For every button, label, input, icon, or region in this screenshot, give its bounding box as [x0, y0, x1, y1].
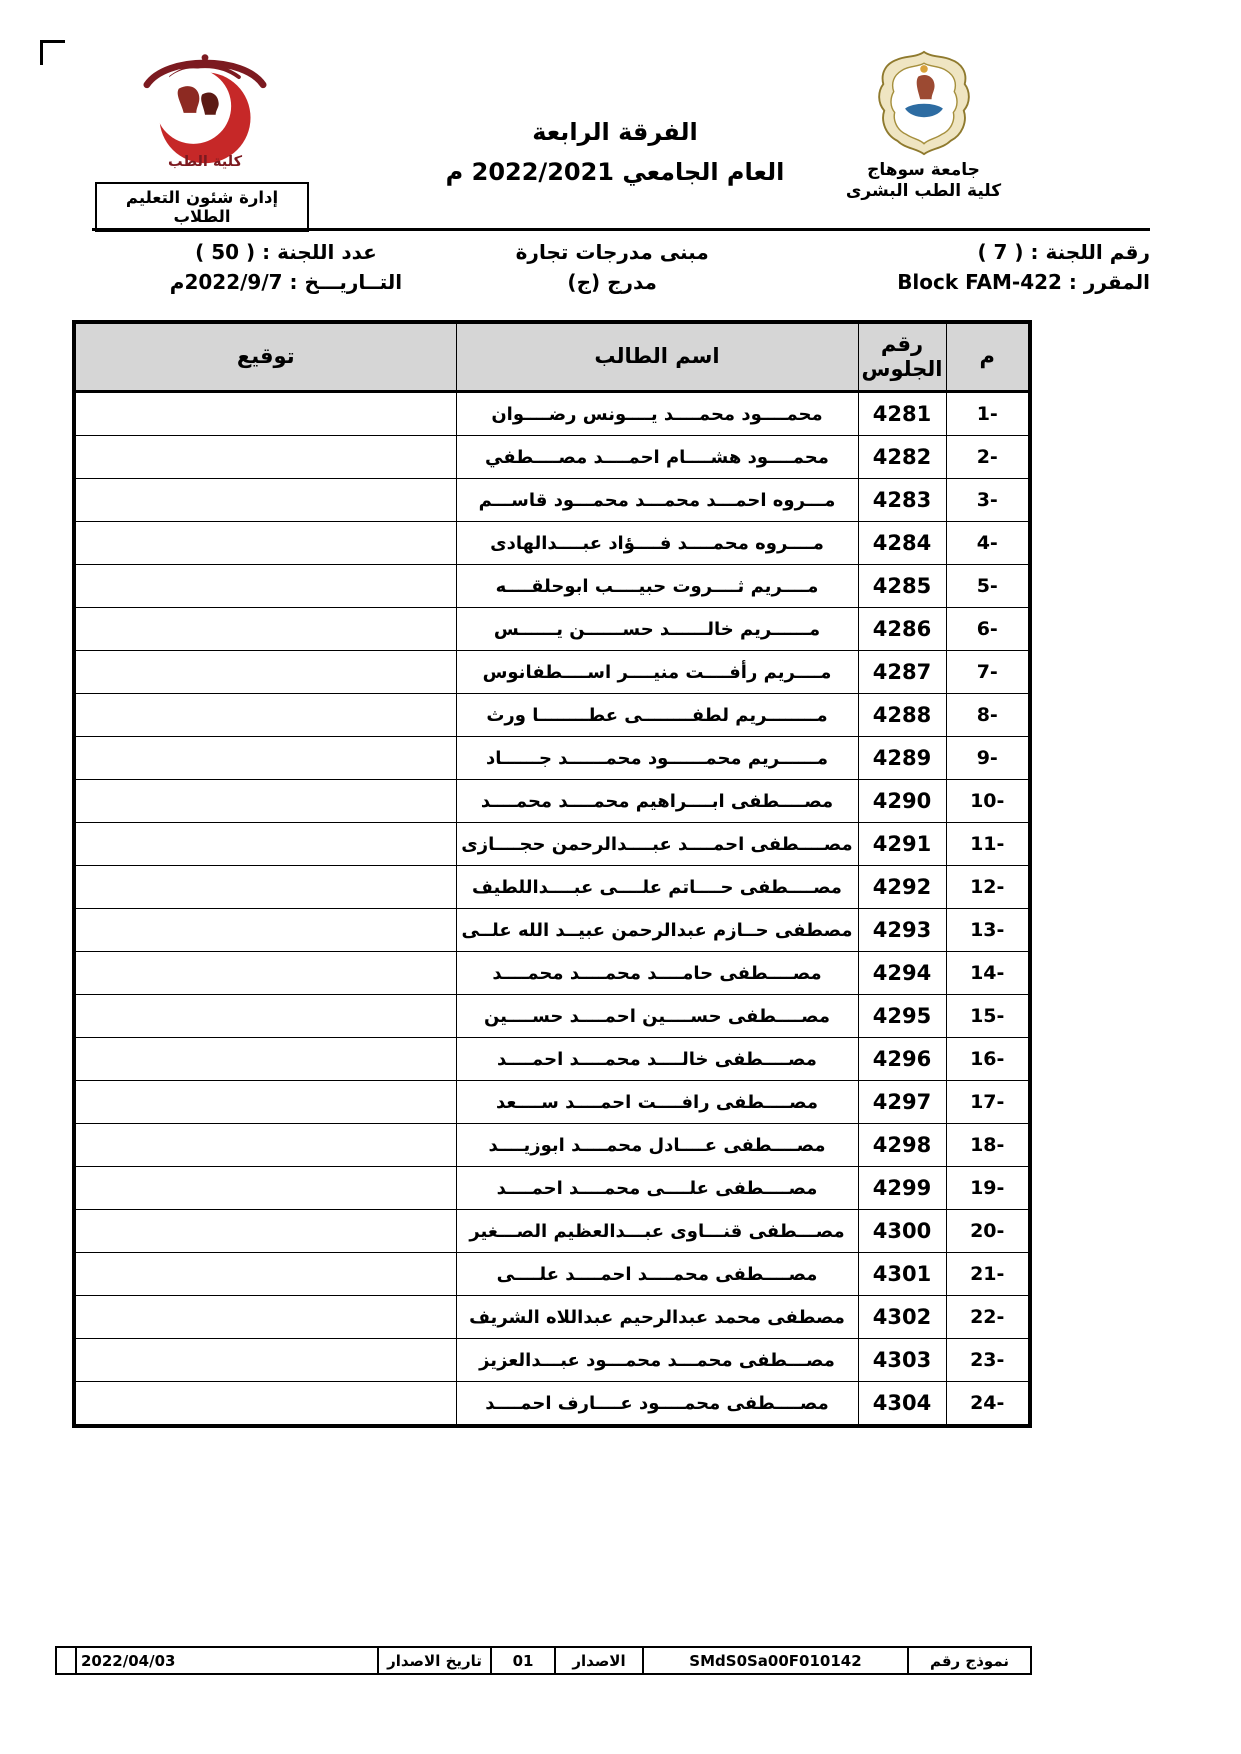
signature-cell: [74, 1253, 456, 1296]
student-name: مصــــطفى احمــــد عبــــدالرحمن حجــــازى: [456, 823, 858, 866]
hall-name: مدرج (ج): [567, 270, 657, 294]
faculty-crescent-logo: [113, 46, 297, 172]
table-row: [74, 823, 1030, 866]
table-row: [74, 1210, 1030, 1253]
table-row: [74, 909, 1030, 952]
signature-cell: [74, 1382, 456, 1427]
student-name: مـــروه احمـــد محمـــد محمـــود قاســـم: [456, 479, 858, 522]
seat-number: 4302: [858, 1296, 946, 1339]
row-number: 2-: [946, 436, 1030, 479]
table-row: [74, 479, 1030, 522]
table-row: [74, 952, 1030, 995]
student-name: مصـــطفى محمـــد محمـــود عبـــدالعزيز: [456, 1339, 858, 1382]
faculty-logo-block: [110, 46, 300, 176]
header-signature: توقيع: [74, 322, 456, 392]
signature-cell: [74, 1038, 456, 1081]
table-row: [74, 1339, 1030, 1382]
row-number: 15-: [946, 995, 1030, 1038]
signature-cell: [74, 737, 456, 780]
student-name: مصــــطفى علــــى محمــــد احمــــد: [456, 1167, 858, 1210]
table-row: [74, 1382, 1030, 1427]
committee-number: رقم اللجنة : ( 7 ): [977, 240, 1150, 264]
seat-number: 4293: [858, 909, 946, 952]
student-name: مصــــطفى خالــــد محمــــد احمــــد: [456, 1038, 858, 1081]
table-row: [74, 522, 1030, 565]
signature-cell: [74, 909, 456, 952]
building-name: مبنى مدرجات تجارة: [515, 240, 709, 264]
table-row: [74, 1296, 1030, 1339]
issue-number: 01: [491, 1647, 555, 1674]
row-number: 9-: [946, 737, 1030, 780]
student-name: مــــريم ثــــروت حبيــــب ابوحلقــــه: [456, 565, 858, 608]
seat-number: 4300: [858, 1210, 946, 1253]
university-shield-logo: [876, 50, 972, 156]
student-name: مصطفى محمد عبدالرحيم عبداللاه الشريف: [456, 1296, 858, 1339]
department-box: إدارة شئون التعليم الطلاب: [95, 182, 309, 232]
issue-date-label: تاريخ الاصدار: [378, 1647, 491, 1674]
form-number-value: SMdS0Sa00F010142: [643, 1647, 908, 1674]
row-number: 13-: [946, 909, 1030, 952]
seat-number: 4296: [858, 1038, 946, 1081]
row-number: 10-: [946, 780, 1030, 823]
signature-cell: [74, 780, 456, 823]
signature-cell: [74, 436, 456, 479]
signature-cell: [74, 823, 456, 866]
row-number: 17-: [946, 1081, 1030, 1124]
corner-crop-mark: [40, 40, 65, 65]
table-row: [74, 1253, 1030, 1296]
student-name: مصــــطفى رافــــت احمــــد ســــعد: [456, 1081, 858, 1124]
footer-form-strip: [55, 1646, 1032, 1675]
issue-date-value: 2022/04/03: [76, 1647, 378, 1674]
student-name: مــــــــريم لطفــــــــى عطــــــــا ورث: [456, 694, 858, 737]
row-number: 8-: [946, 694, 1030, 737]
student-name: محمــــود محمــــد يــــونس رضــــوان: [456, 392, 858, 436]
header-no: م: [946, 322, 1030, 392]
grade-title: الفرقة الرابعة: [532, 118, 698, 146]
signature-cell: [74, 1339, 456, 1382]
seat-number: 4303: [858, 1339, 946, 1382]
row-number: 11-: [946, 823, 1030, 866]
row-number: 19-: [946, 1167, 1030, 1210]
footer-empty-cell: [56, 1647, 76, 1674]
signature-cell: [74, 995, 456, 1038]
footer-row: [56, 1647, 1031, 1674]
student-name: مصـــطفى قنـــاوى عبـــدالعظيم الصـــغير: [456, 1210, 858, 1253]
row-number: 4-: [946, 522, 1030, 565]
seat-number: 4295: [858, 995, 946, 1038]
seat-number: 4282: [858, 436, 946, 479]
row-number: 21-: [946, 1253, 1030, 1296]
academic-year-title: العام الجامعي 2022/2021 م: [445, 158, 785, 186]
student-name: مصــــطفى محمــــود عــــارف احمــــد: [456, 1382, 858, 1427]
row-number: 23-: [946, 1339, 1030, 1382]
committee-count: عدد اللجنة : ( 50 ): [195, 240, 377, 264]
student-name: مــــــريم خالــــــد حســــــن يــــــس: [456, 608, 858, 651]
seat-number: 4299: [858, 1167, 946, 1210]
signature-cell: [74, 1210, 456, 1253]
row-number: 3-: [946, 479, 1030, 522]
seat-number: 4304: [858, 1382, 946, 1427]
university-block: [826, 50, 1021, 203]
signature-cell: [74, 479, 456, 522]
student-name: مصــــطفى حامــــد محمــــد محمــــد: [456, 952, 858, 995]
signature-cell: [74, 522, 456, 565]
table-row: [74, 694, 1030, 737]
table-row: [74, 1167, 1030, 1210]
row-number: 16-: [946, 1038, 1030, 1081]
student-name: مصــــطفى عــــادل محمــــد ابوزيــــد: [456, 1124, 858, 1167]
student-name: مــــروه محمــــد فــــؤاد عبــــدالهادى: [456, 522, 858, 565]
row-number: 5-: [946, 565, 1030, 608]
row-number: 20-: [946, 1210, 1030, 1253]
table-row: [74, 866, 1030, 909]
student-name: مصــــطفى حــــاتم علــــى عبــــداللطيف: [456, 866, 858, 909]
row-number: 14-: [946, 952, 1030, 995]
seat-number: 4286: [858, 608, 946, 651]
seat-number: 4294: [858, 952, 946, 995]
table-header-row: [74, 322, 1030, 392]
table-row: [74, 608, 1030, 651]
student-name: مصــــطفى محمــــد احمــــد علــــى: [456, 1253, 858, 1296]
signature-cell: [74, 651, 456, 694]
signature-cell: [74, 392, 456, 436]
table-row: [74, 392, 1030, 436]
seat-number: 4292: [858, 866, 946, 909]
table-row: [74, 565, 1030, 608]
seat-number: 4297: [858, 1081, 946, 1124]
seat-number: 4288: [858, 694, 946, 737]
table-row: [74, 995, 1030, 1038]
row-number: 1-: [946, 392, 1030, 436]
signature-cell: [74, 694, 456, 737]
table-row: [74, 1124, 1030, 1167]
header-student-name: اسم الطالب: [456, 322, 858, 392]
exam-date: التــاريـــخ : 2022/9/7م: [169, 270, 403, 294]
student-name: مصطفى حــازم عبدالرحمن عبيــد الله علــى: [456, 909, 858, 952]
table-row: [74, 436, 1030, 479]
signature-cell: [74, 866, 456, 909]
seat-number: 4287: [858, 651, 946, 694]
signature-cell: [74, 565, 456, 608]
row-number: 24-: [946, 1382, 1030, 1427]
seat-number: 4283: [858, 479, 946, 522]
row-number: 22-: [946, 1296, 1030, 1339]
signature-cell: [74, 1167, 456, 1210]
students-table: [72, 320, 1032, 1428]
row-number: 12-: [946, 866, 1030, 909]
student-name: مصــــطفى حســــين احمــــد حســــين: [456, 995, 858, 1038]
header-seat-number: رقم الجلوس: [858, 322, 946, 392]
seat-number: 4284: [858, 522, 946, 565]
table-row: [74, 737, 1030, 780]
row-number: 18-: [946, 1124, 1030, 1167]
signature-cell: [74, 1296, 456, 1339]
faculty-name: كلية الطب البشرى: [845, 181, 1002, 202]
issue-label: الاصدار: [555, 1647, 643, 1674]
row-number: 6-: [946, 608, 1030, 651]
table-row: [74, 1081, 1030, 1124]
seat-number: 4290: [858, 780, 946, 823]
document-title: [400, 118, 830, 186]
seat-number: 4291: [858, 823, 946, 866]
student-name: مــــــريم محمــــــود محمــــــد جــــــاد: [456, 737, 858, 780]
exam-info: [92, 240, 1150, 294]
form-number-label: نموذج رقم: [908, 1647, 1031, 1674]
seat-number: 4281: [858, 392, 946, 436]
seat-number: 4289: [858, 737, 946, 780]
student-table-body: [74, 392, 1030, 1427]
student-name: مــــريم رأفــــت منيــــر اســــطفانوس: [456, 651, 858, 694]
signature-cell: [74, 1081, 456, 1124]
course-code: المقرر : Block FAM-422: [897, 270, 1150, 294]
header-divider: [92, 228, 1150, 231]
student-name: محمــــود هشــــام احمــــد مصــــطفي: [456, 436, 858, 479]
table-row: [74, 780, 1030, 823]
seat-number: 4285: [858, 565, 946, 608]
signature-cell: [74, 1124, 456, 1167]
signature-cell: [74, 952, 456, 995]
seat-number: 4298: [858, 1124, 946, 1167]
row-number: 7-: [946, 651, 1030, 694]
university-name: جامعة سوهاج: [867, 160, 980, 180]
svg-text:كلية الطب: كلية الطب: [167, 154, 243, 171]
signature-cell: [74, 608, 456, 651]
table-row: [74, 1038, 1030, 1081]
table-row: [74, 651, 1030, 694]
seat-number: 4301: [858, 1253, 946, 1296]
student-name: مصــــطفى ابــــراهيم محمــــد محمــــد: [456, 780, 858, 823]
